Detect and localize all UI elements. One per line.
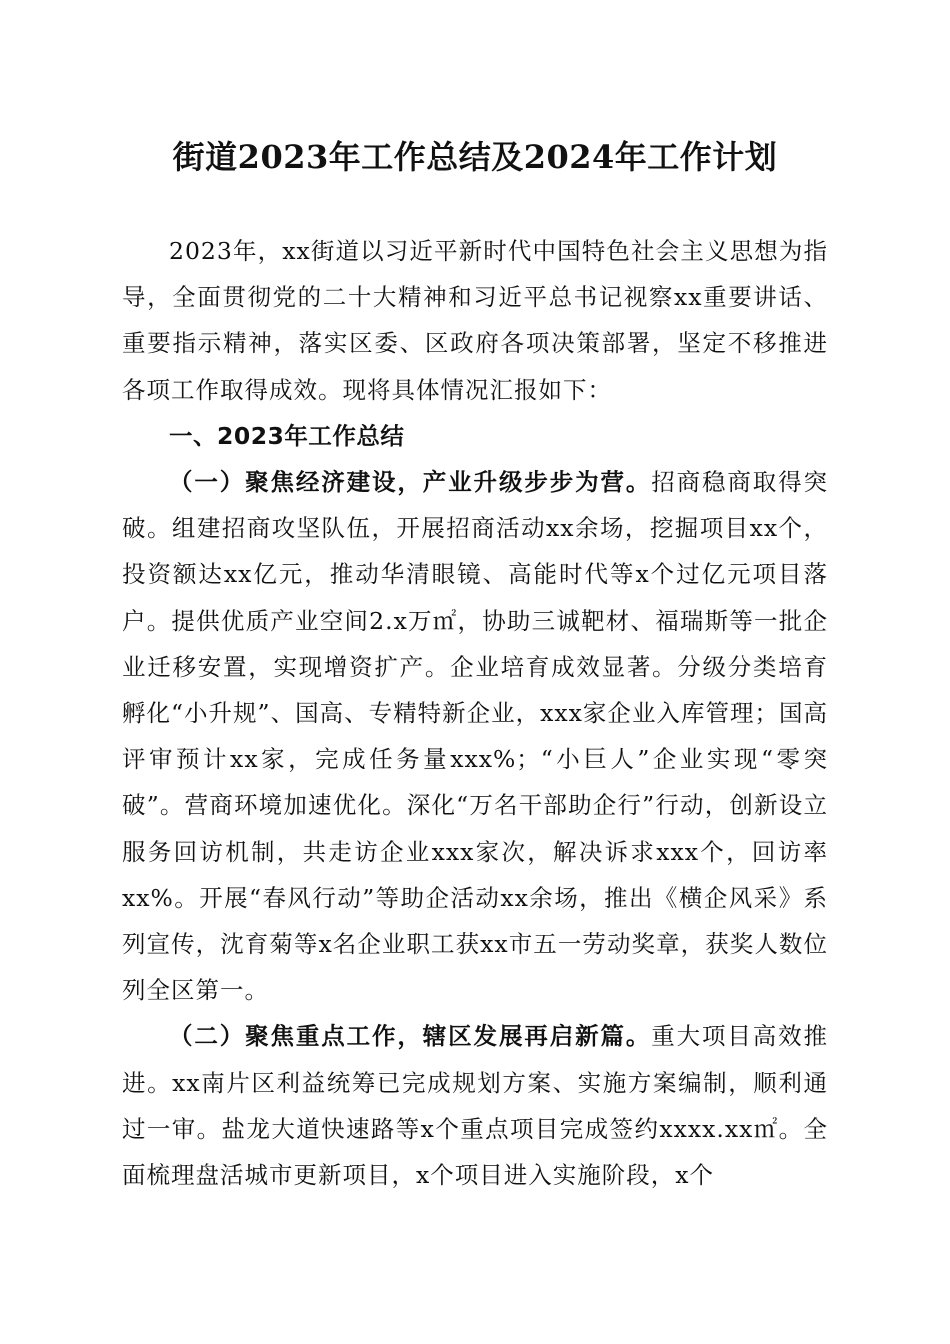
section-heading: 一、2023年工作总结 — [169, 421, 405, 450]
paragraph-text: 招商稳商取得突破。组建招商攻坚队伍，开展招商活动xx余场，挖掘项目xx个，投资额达xx亿元，推动华清眼镜、高能时代等x个过亿元项目落户。提供优质产业空间2.x万㎡，协助三诚靶材、福瑞斯等一批企业迁移安置，实现增资扩产。企业培育成效显著。分级分类培育孵化“小升规”、国高、专精特新企业，xxx家企业入库管理；国高评审预计xx家，完成任务量xxx%；“小巨人”企业实现“零突破”。营商环境加速优化。深化“万名干部助企行”行动，创新设立服务回访机制，共走访企业xxx家次，解决诉求xxx个，回访率xx%。开展“春风行动”等助企活动xx余场，推出《横企风采》系列宣传，沈育菊等x名企业职工获xx市五一劳动奖章，获奖人数位列全区第一。 — [122, 468, 829, 1005]
intro-paragraph: 2023年，xx街道以习近平新时代中国特色社会主义思想为指导，全面贯彻党的二十大精神和习近平总书记视察xx重要讲话、重要指示精神，落实区委、区政府各项决策部署，坚定不移推进各项工作取得成效。现将具体情况汇报如下： — [122, 237, 828, 404]
paragraph-text: 重大项目高效推进。xx南片区利益统筹已完成规划方案、实施方案编制，顺利通过一审。盐龙大道快速路等x个重点项目完成签约xxxx.xx㎡。全面梳理盘活城市更新项目，x个项目进入实施阶段，x个 — [122, 1022, 829, 1190]
paragraph-economy — [122, 459, 828, 1013]
paragraph-lead: （一）聚焦经济建设，产业升级步步为营。 — [169, 468, 652, 497]
document-title: 街道2023年工作总结及2024年工作计划 — [172, 138, 778, 176]
paragraph-lead: （二）聚焦重点工作，辖区发展再启新篇。 — [169, 1022, 652, 1051]
document-body — [122, 228, 828, 1198]
paragraph-key-work — [122, 1013, 828, 1198]
